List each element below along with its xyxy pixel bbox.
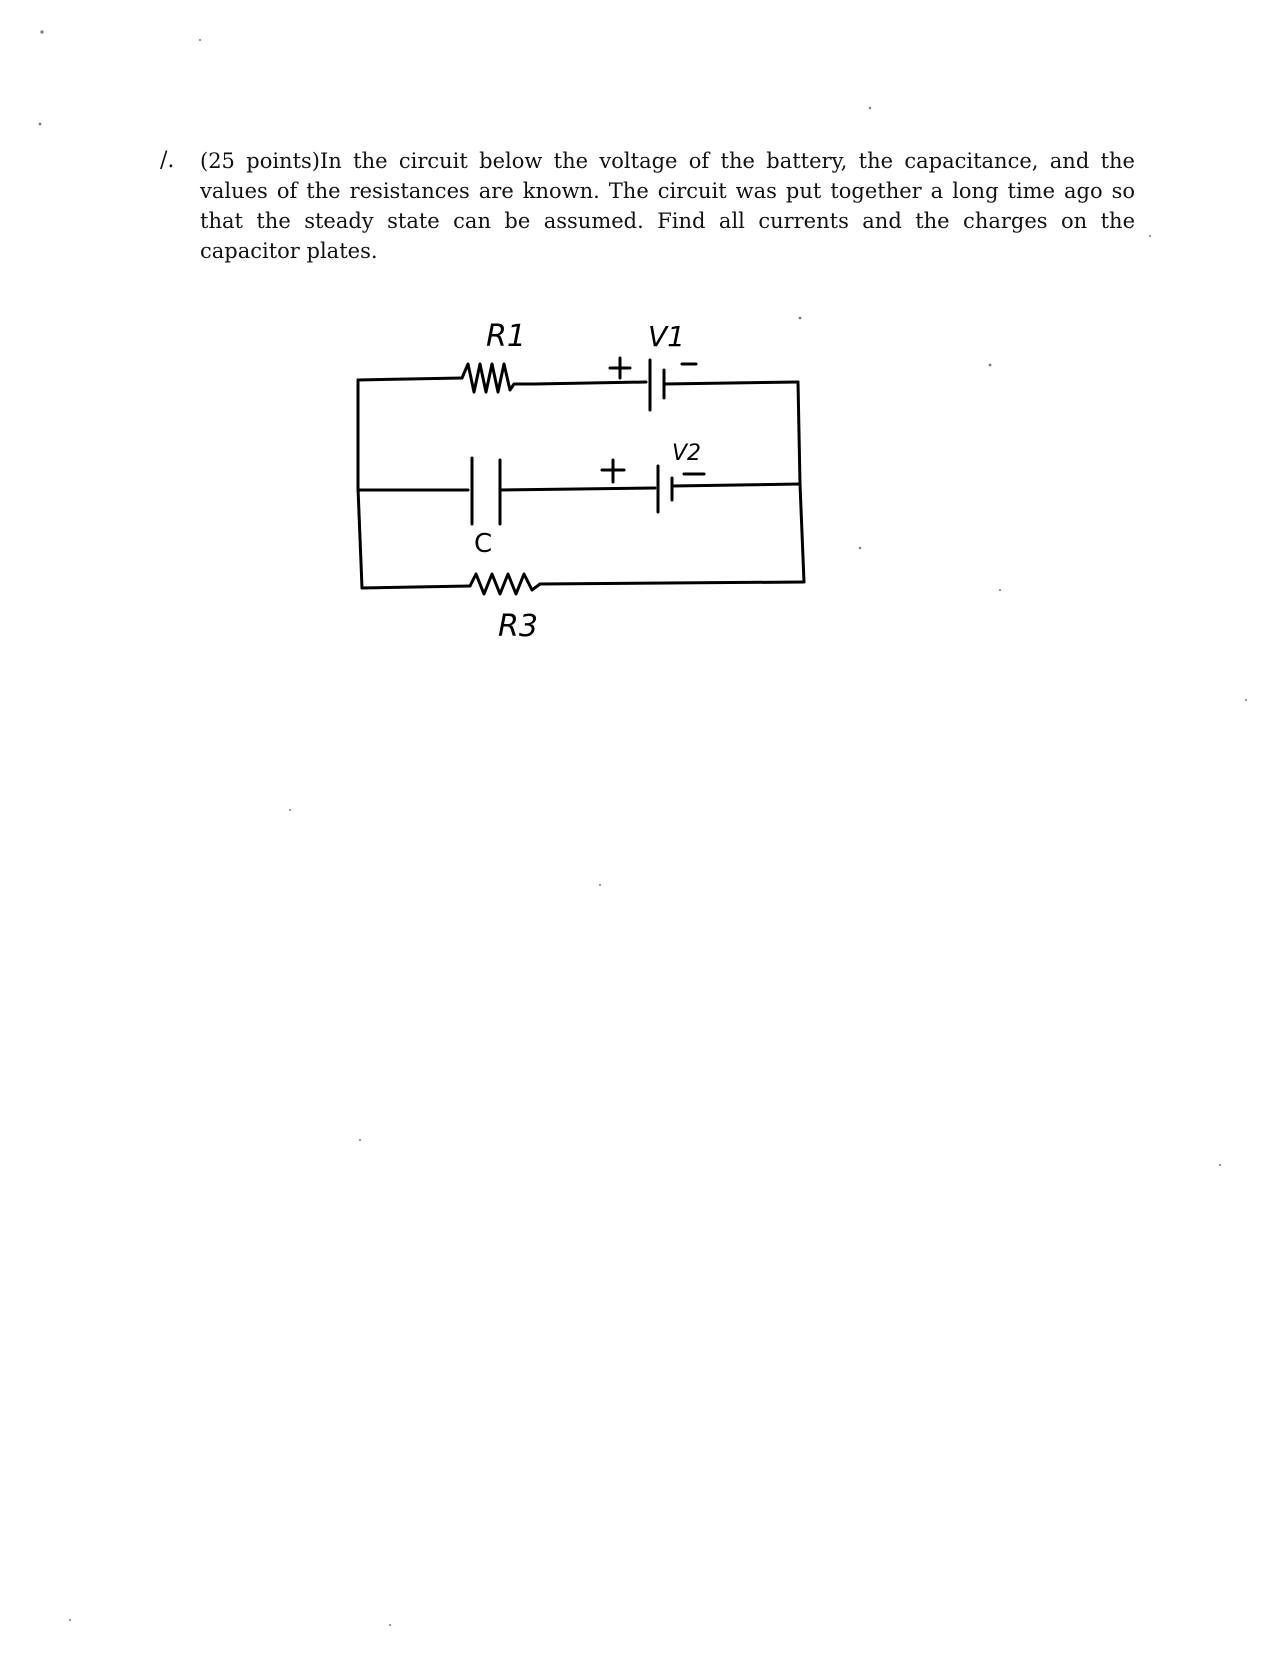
wire-bottom-right	[540, 582, 804, 584]
v2-plus-sign	[602, 460, 624, 482]
wire-top-middle	[534, 382, 646, 384]
wire-top-left	[358, 378, 462, 380]
scan-specks	[39, 30, 1247, 1626]
wire-middle-center	[500, 488, 655, 490]
wire-middle-right	[672, 484, 800, 486]
resistor-r1	[462, 364, 534, 392]
label-v1: V1	[648, 320, 685, 353]
label-c: C	[474, 529, 493, 559]
problem-body: In the circuit below the voltage of the battery, the capacitance, and the values of the resistances are known. The circuit was put together a long time ago so that the steady state can be assumed. Find all currents and the charges on the capacitor plates.	[200, 149, 1135, 263]
resistor-r3	[470, 574, 540, 594]
v1-plus-sign	[610, 358, 630, 378]
problem-number: /.	[160, 148, 175, 173]
label-r1: R1	[486, 319, 526, 354]
wire-top-right	[664, 382, 798, 384]
problem-points: (25 points)	[200, 149, 320, 173]
wire-right-vertical	[798, 382, 804, 582]
wire-left-vertical	[358, 380, 362, 588]
label-v2: V2	[672, 441, 702, 466]
wire-bottom-left	[362, 586, 470, 588]
label-r3: R3	[498, 609, 538, 644]
